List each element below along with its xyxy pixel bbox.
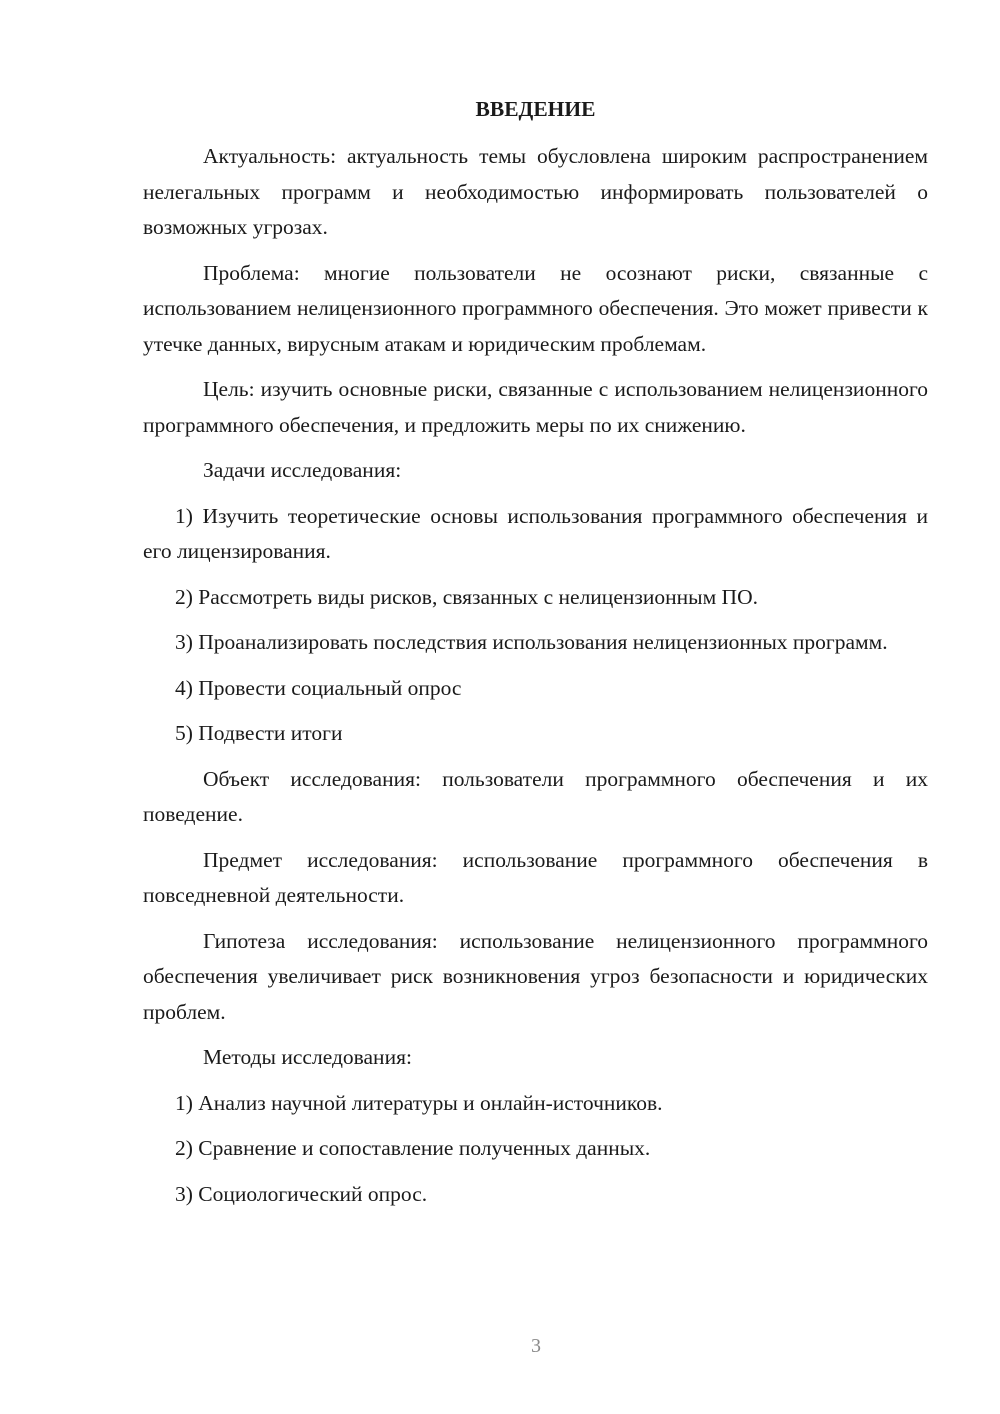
task-item-3: 3) Проанализировать последствия использования нелицензионных программ. — [175, 630, 888, 654]
problem-paragraph: Проблема: многие пользователи не осознают риски, связанные с использованием нелицензионного программного обеспечения. Это может привести к утечке данных, вирусным атакам и юридическим проблемам. — [143, 260, 928, 356]
task-item-5: 5) Подвести итоги — [175, 721, 343, 745]
page-number: 3 — [531, 1335, 541, 1357]
task-item-4: 4) Провести социальный опрос — [175, 675, 462, 700]
task-item-1: 1) Изучить теоретические основы использования программного обеспечения и его лицензирования. — [143, 503, 928, 563]
goal-paragraph: Цель: изучить основные риски, связанные с использованием нелицензионного программного обеспечения, и предложить меры по их снижению. — [143, 377, 928, 437]
document-page — [143, 92, 928, 1222]
page-title: ВВЕДЕНИЕ — [475, 97, 596, 121]
tasks-heading: Задачи исследования: — [203, 458, 402, 482]
hypothesis-paragraph: Гипотеза исследования: использование нелицензионного программного обеспечения увеличивает риск возникновения угроз безопасности и юридических проблем. — [143, 928, 928, 1024]
method-item-2: 2) Сравнение и сопоставление полученных данных. — [175, 1136, 651, 1160]
object-paragraph: Объект исследования: пользователи программного обеспечения и их поведение. — [143, 766, 928, 826]
subject-paragraph: Предмет исследования: использование программного обеспечения в повседневной деятельности. — [143, 847, 928, 907]
method-item-3: 3) Социологический опрос. — [175, 1181, 428, 1206]
methods-heading: Методы исследования: — [203, 1045, 412, 1069]
relevance-paragraph: Актуальность: актуальность темы обусловлена широким распространением нелегальных программ и необходимостью информировать пользователей о возможных угрозах. — [143, 144, 928, 239]
task-item-2: 2) Рассмотреть виды рисков, связанных с нелицензионным ПО. — [175, 584, 758, 609]
method-item-1: 1) Анализ научной литературы и онлайн-источников. — [175, 1090, 663, 1115]
